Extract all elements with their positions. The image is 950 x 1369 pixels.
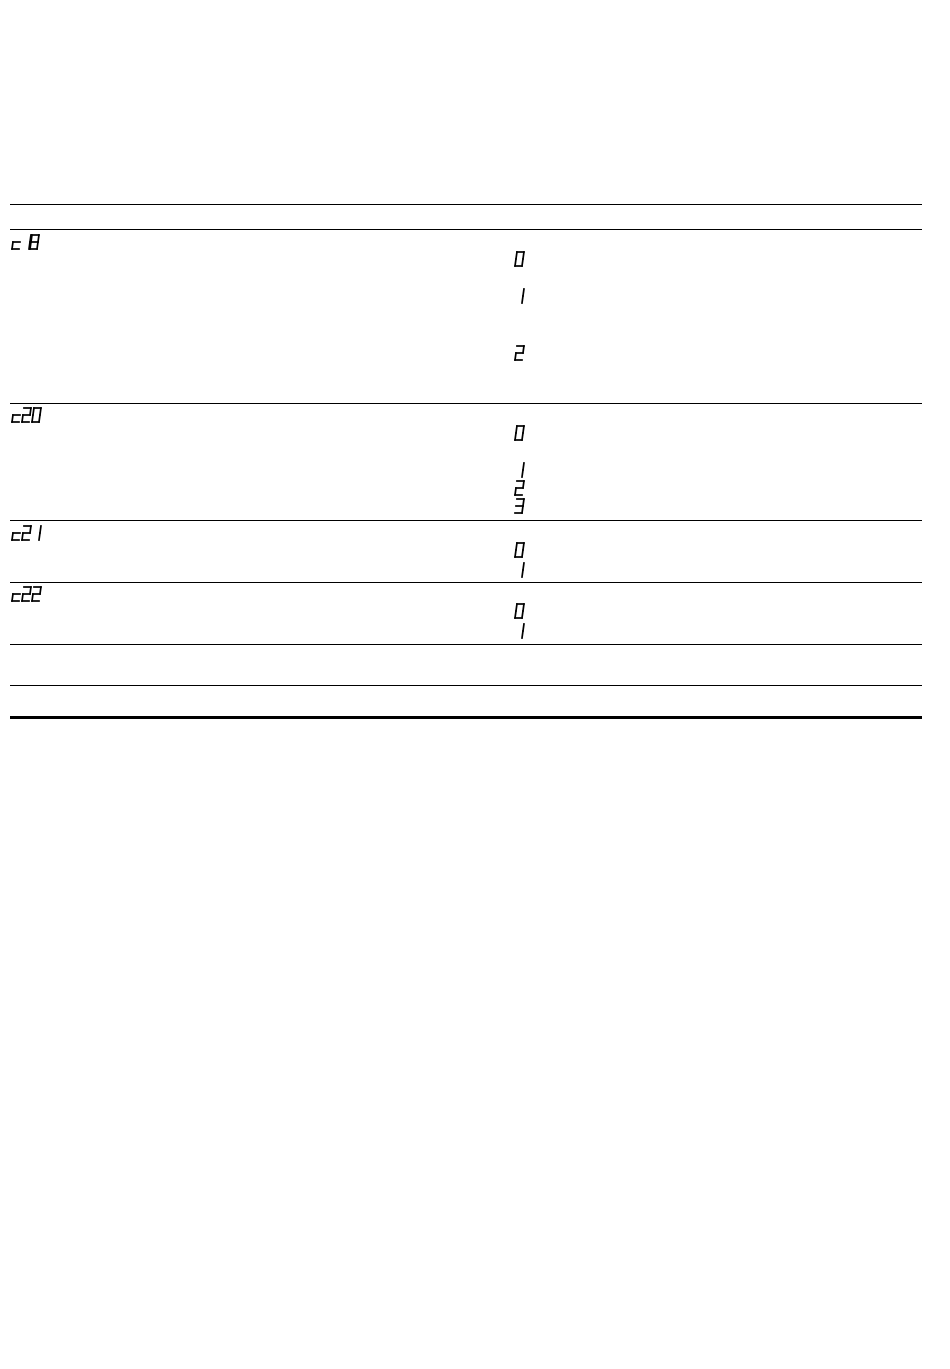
row-divider	[10, 582, 922, 583]
row-divider	[10, 685, 922, 686]
option-value	[514, 603, 528, 621]
row-divider	[10, 403, 922, 404]
row-divider	[10, 520, 922, 521]
option-value	[514, 462, 528, 480]
option-value	[514, 425, 528, 443]
option-value	[514, 623, 528, 641]
header-rule	[10, 229, 922, 230]
parameter-code-c20	[11, 407, 71, 427]
option-value	[514, 562, 528, 580]
option-value	[514, 542, 528, 560]
option-value	[514, 498, 528, 516]
option-value	[514, 345, 528, 363]
table-top-rule	[10, 204, 922, 205]
parameter-code-c21	[11, 525, 71, 545]
option-value	[514, 480, 528, 498]
row-divider	[10, 644, 922, 645]
parameter-code-c18	[11, 234, 71, 254]
option-value	[514, 288, 528, 306]
option-value	[514, 251, 528, 269]
table-bottom-rule	[10, 716, 922, 719]
parameter-code-c22	[11, 586, 71, 606]
